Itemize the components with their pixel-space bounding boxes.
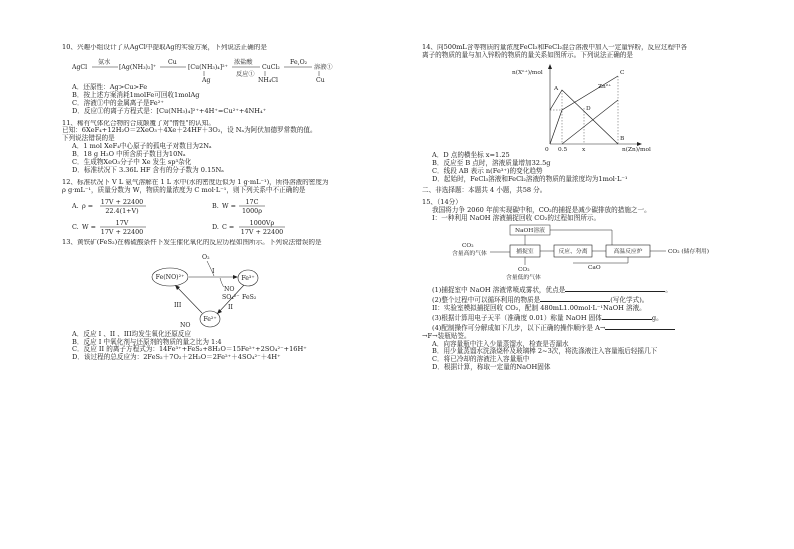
flow-ag: Ag: [202, 76, 211, 84]
q12-b-den: 1000ρ: [241, 206, 263, 215]
flow-hcl: 浓盐酸: [234, 58, 253, 66]
flow15-gas-low: 含量低的气体: [506, 275, 541, 282]
q11-option-c: C．生成物XeO₃分子中 Xe 发生 sp³杂化: [72, 158, 192, 167]
q12-stem-2: ρ g·mL⁻¹，质量分数为 W，物质的量浓度为 C mol·L⁻¹，则下列关系中不正确的是: [62, 185, 306, 194]
flow15-react: 反应、分离: [558, 249, 588, 256]
q11-prompt: 下列说法错误的是: [62, 134, 115, 143]
q11-option-a: A．1 mol XeF₄中心原子的孤电子对数目为2Nₐ: [72, 142, 212, 151]
flow-reaction1: 反应①: [236, 70, 255, 78]
graph-ylabel: n(Xⁿ⁺)/mol: [512, 69, 543, 76]
q14-option-a: A．D 点的横坐标 x=1.25: [432, 150, 510, 159]
q15-item-2-suffix: (写化学式)。: [610, 295, 649, 304]
flow15-cao: CaO: [588, 265, 601, 272]
question-12: [62, 179, 400, 239]
flow15-co2-out: CO₂ (储存利用): [668, 249, 710, 256]
flow-ag-complex: [Ag(NH₃)₂]⁺: [119, 63, 157, 71]
q10-option-d: D．反应①的离子方程式是：[Cu(NH₃)₄]²⁺+4H⁺=Cu²⁺+4NH₄⁺: [72, 106, 267, 115]
cycle-fe3: Fe³⁺: [241, 274, 255, 282]
q11-stem: 11、稀有气体化合物的合成颠覆了对"惰性"的认知。: [62, 119, 215, 127]
cycle-so4: SO₄²⁻: [222, 293, 240, 301]
flow15-co2-in: CO₂: [462, 243, 474, 250]
flow15-capture: 捕捉室: [516, 249, 534, 256]
question-13: [62, 239, 400, 363]
q15-part-i: I：一种利用 NaOH 溶液捕捉回收 CO₂的过程如图所示。: [432, 214, 601, 223]
flow15-naoh: NaOH溶液: [515, 228, 545, 235]
flow-cu-complex: [Cu(NH₃)₄]²⁺: [188, 63, 228, 71]
q14-stem-2: 离子的物质的量与加入锌粉的物质的量关系如图所示。下列说法正确的是: [422, 50, 633, 59]
flow-nh4cl: NH₄Cl: [258, 76, 279, 84]
q11-option-d: D．标准状况下 3.36L HF 含有的分子数为 0.15Nₐ: [72, 165, 224, 174]
q15-step-c: C．将已冷却的溶液注入容量瓶中: [432, 355, 530, 364]
q13-option-a: A．反应 I 、II 、III均发生氧化还原反应: [72, 329, 191, 338]
cycle-no-in: NO: [180, 321, 191, 329]
q15-item-4-text: (4)配制操作可分解成如下几步，以下正确的操作顺序是 A→: [432, 323, 606, 332]
q14-graph: [422, 60, 742, 152]
q12-d-den: 17V + 22400: [240, 227, 284, 236]
q14-stem: 14、向500mL含等物质的量浓度FeCl₃和FeCl₂混合溶液中加入一定量锌粉，反应过程中各: [422, 44, 688, 51]
question-10: [62, 44, 400, 116]
q12-b-num: 17C: [245, 197, 259, 206]
q15-step-d: D．根据计算，称取一定量的NaOH固体: [432, 363, 551, 372]
graph-origin: 0: [545, 146, 549, 152]
q15-item-4-cont: →F→装瓶贴签。: [422, 331, 471, 340]
q12-stem: 12、标准状况下 V L 氨气溶解在 1 L 水中(水的密度近似为 1 g·mL⁻¹)，所得溶液的密度为: [62, 178, 329, 186]
cycle-step-iii: III: [174, 301, 182, 309]
graph-point-d: D: [586, 105, 591, 112]
q12-c-label: C.: [72, 222, 79, 231]
q15-blank-2[interactable]: [540, 295, 610, 302]
q12-b-label: B.: [212, 201, 219, 210]
q14-option-c: C．线段 AB 表示 n(Fe³⁺)的变化趋势: [432, 166, 543, 175]
flow-cu: Cu: [168, 58, 177, 66]
q13-stem: 13、黄铁矿(FeS₂)在稀硫酸条件下发生催化氧化的反应历程如图所示。下列说法错误的是: [62, 238, 322, 246]
left-column: [62, 44, 400, 362]
q11-option-b: B．18 g H₂O 中所含质子数目为10Nₐ: [72, 150, 186, 159]
q12-a-label: A.: [72, 201, 79, 210]
graph-zn-label: Zn²⁺: [598, 83, 612, 90]
graph-point-b: B: [620, 135, 625, 142]
q15-blank-3[interactable]: [602, 313, 652, 320]
q13-option-b: B．反应 I 中氧化剂与还原剂的物质的量之比为 1:4: [72, 337, 222, 346]
question-11: [62, 120, 400, 175]
cycle-step-i: I: [212, 267, 215, 275]
q12-d-label: D.: [212, 222, 219, 231]
q15-item-3-text: (3)根据计算用电子天平（准确度 0.01）称量 NaOH 固体: [432, 313, 602, 322]
right-column: [422, 44, 742, 372]
q15-item-1-suffix: 。: [665, 286, 672, 295]
cycle-step-ii: II: [228, 303, 233, 311]
graph-tick-x: x: [582, 146, 586, 152]
flow-solution1: 溶液①: [314, 63, 333, 71]
flow-fe-o2: Fe,O₂: [290, 58, 308, 66]
q13-option-d: D．该过程的总反应为：2FeS₂＋7O₂＋2H₂O＝2Fe²⁺＋4SO₄²⁻＋4H⁺: [72, 353, 281, 362]
graph-point-a: A: [554, 85, 559, 92]
cycle-fes2: FeS₂: [242, 293, 257, 301]
q13-cycle-diagram: [62, 247, 400, 331]
q15-blank-4[interactable]: [605, 323, 675, 330]
q12-c-lhs: W =: [82, 222, 96, 231]
q10-option-b: B．按上述方案消耗1molFe可回收1molAg: [72, 90, 200, 99]
graph-point-c: C: [620, 69, 625, 76]
q11-given: 已知：6XeF₄+12H₂O＝2XeO₃＋4Xe＋24HF＋3O₂，设 Nₐ为阿伏加德罗常数的值。: [62, 126, 317, 135]
q15-item-3: [422, 313, 742, 323]
q13-option-c: C．反应 II 的离子方程式为：14Fe³⁺+FeS₂+8H₂O＝15Fe²⁺+2SO₄²⁻+16H⁺: [72, 345, 307, 354]
flow-ammonia: 氨水: [98, 58, 111, 66]
flow15-gas-in: 含量高的气体: [452, 251, 487, 258]
q10-option-a: A．还原性：Ag>Cu>Fe: [72, 82, 148, 91]
cycle-fe2: Fe²⁺: [203, 315, 217, 323]
question-14: [422, 44, 742, 183]
q10-flow-diagram: [62, 54, 400, 84]
cycle-no-out: NO: [224, 285, 235, 293]
q12-a-lhs: ρ =: [82, 201, 94, 210]
q15-item-1-text: (1)捕捉室中 NaOH 溶液常喷成雾状，优点是: [432, 286, 566, 295]
q15-flow-diagram: [422, 223, 742, 285]
q15-item-3-suffix: g。: [651, 313, 663, 322]
q12-d-lhs: C =: [222, 222, 235, 231]
graph-xlabel: n(Zn)/mol: [622, 146, 651, 152]
flow15-co2-low: CO₂: [518, 267, 530, 274]
q15-step-b: B．用少量蒸馏水洗涤烧杯及玻璃棒 2~3次，将洗涤液注入容量瓶后轻摇几下: [432, 347, 658, 356]
cycle-o2: O₂: [202, 253, 210, 261]
q15-blank-1[interactable]: [565, 285, 665, 292]
q10-option-c: C．溶液①中的金属离子是Fe²⁺: [72, 98, 164, 107]
q12-formula-options: [62, 195, 400, 239]
q14-option-b: B．反应至 B 点时，溶液质量增加32.5g: [432, 158, 551, 167]
section-heading: 二、非选择题：本题共 4 小题，共58 分。: [422, 186, 547, 195]
q12-d-num: 1000Vρ: [249, 218, 275, 227]
q12-a-den: 22.4(1+V): [105, 206, 139, 215]
q15-item-1: [422, 285, 742, 295]
flow-agcl: AgCl: [72, 63, 88, 71]
q15-step-a: A．向容量瓶中注入少量蒸馏水，检查是否漏水: [432, 339, 569, 348]
q12-a-num: 17V + 22400: [100, 197, 144, 206]
question-15: [422, 199, 742, 372]
q15-head: 15、（14分）: [422, 198, 462, 207]
q15-intro: 我国将力争 2060 年前实现碳中和，CO₂的捕捉是减少碳排放的措施之一。: [432, 206, 651, 215]
q15-item-2-text: (2)整个过程中可以循环利用的物质是: [432, 295, 541, 304]
q12-c-num: 17V: [115, 218, 129, 227]
q12-c-den: 17V + 22400: [100, 227, 144, 236]
q12-b-lhs: W =: [222, 201, 236, 210]
q10-stem: 10、兴趣小组设计了从AgCl中提取Ag的实验方案，下列说法正确的是: [62, 44, 267, 51]
cycle-fe-no: Fe(NO)²⁺: [155, 273, 185, 281]
flow-cucl2: CuCl₂: [262, 63, 280, 71]
graph-tick-0-5: 0.5: [558, 146, 568, 152]
flow15-furnace: 高温反应炉: [613, 249, 643, 256]
q15-part-ii: II：实验室模拟捕捉回收 CO₂，配制 480mL1.00mol·L⁻¹NaOH 溶液。: [432, 303, 646, 312]
q14-option-d: D．起始时，FeCl₃溶液和FeCl₂溶液的物质的量浓度均为1mol·L⁻¹: [432, 174, 628, 183]
flow-cu-product: Cu: [316, 76, 325, 84]
